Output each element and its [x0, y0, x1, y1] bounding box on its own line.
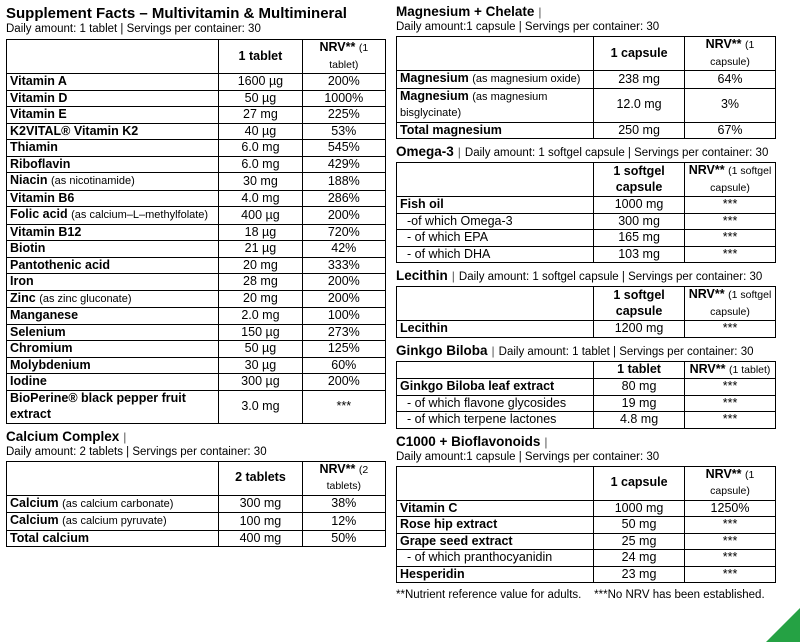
- row-nrv: ***: [685, 395, 776, 412]
- row-nrv: ***: [685, 379, 776, 396]
- table-row: [7, 224, 386, 241]
- row-name: Lecithin: [400, 321, 448, 335]
- row-nrv: 12%: [302, 513, 385, 531]
- row-nrv: 545%: [302, 140, 385, 157]
- table-row: [397, 88, 776, 122]
- table-row: [7, 374, 386, 391]
- row-name: - of which DHA: [397, 246, 594, 263]
- caption-nrv-label: NRV**: [689, 361, 726, 376]
- row-amount: 1200 mg: [594, 321, 685, 338]
- row-name: Fish oil: [400, 197, 444, 211]
- row-name: K2VITAL® Vitamin K2: [10, 123, 139, 138]
- caption-nrv-note: (1 capsule): [710, 468, 755, 497]
- footnote-star: ***No NRV has been established.: [594, 589, 765, 601]
- caption-nrv-note: (2 tablets): [326, 463, 369, 492]
- row-nrv: 100%: [302, 308, 385, 325]
- table-caption-row: [397, 37, 776, 71]
- multivitamin-meta: Daily amount: 1 tablet | Servings per container: 30: [6, 23, 261, 35]
- row-amount: 238 mg: [594, 71, 685, 89]
- block-meta: Daily amount: 1 tablet | Servings per container: 30: [498, 345, 754, 358]
- row-amount: 2.0 mg: [219, 308, 302, 325]
- row-nrv: 273%: [302, 324, 385, 341]
- title-separator: |: [451, 269, 455, 283]
- row-name-paren: (as zinc gluconate): [39, 292, 132, 305]
- row-amount: 20 mg: [219, 290, 302, 308]
- table-row: [7, 324, 386, 341]
- title-separator: |: [123, 429, 127, 444]
- caption-nrv-note: (1 tablet): [329, 42, 369, 71]
- magnesium-title: [396, 4, 776, 35]
- panel-lecithin: [396, 268, 776, 338]
- row-amount: 50 µg: [219, 90, 302, 107]
- row-nrv: 67%: [685, 122, 776, 139]
- caption-amount: 2 tablets: [219, 461, 302, 495]
- caption-nrv-label: NRV**: [688, 163, 725, 177]
- row-nrv: 200%: [302, 207, 385, 225]
- row-name: Hesperidin: [400, 566, 465, 581]
- caption-nrv: [685, 37, 776, 71]
- row-amount: 6.0 mg: [219, 140, 302, 157]
- row-amount: 300 µg: [219, 374, 302, 391]
- row-nrv: 1000%: [302, 90, 385, 107]
- row-amount: 4.0 mg: [219, 190, 302, 207]
- table-caption-row: [7, 40, 386, 74]
- panel-omega-3: [396, 144, 776, 263]
- row-nrv: ***: [685, 246, 776, 263]
- row-name: - of which EPA: [397, 230, 594, 247]
- row-amount: 4.8 mg: [594, 412, 685, 429]
- c1000-title: [396, 434, 776, 465]
- table-row: [7, 190, 386, 207]
- table-row: [397, 230, 776, 247]
- row-amount: 50 µg: [219, 341, 302, 358]
- row-name: Manganese: [10, 308, 79, 322]
- row-name: Calcium: [10, 495, 59, 510]
- row-nrv: 720%: [302, 224, 385, 241]
- table-row: [7, 207, 386, 225]
- row-nrv: 333%: [302, 257, 385, 274]
- row-name: - of which pranthocyanidin: [397, 550, 594, 567]
- row-amount: 50 mg: [594, 517, 685, 534]
- row-name: - of which terpene lactones: [397, 412, 594, 429]
- table-row: [7, 341, 386, 358]
- table-magnesium-chelate: [396, 36, 776, 139]
- row-name: Selenium: [10, 324, 66, 339]
- table-row: [7, 390, 386, 423]
- table-row: [397, 379, 776, 396]
- row-name: Vitamin D: [10, 90, 68, 105]
- table-row: [7, 140, 386, 157]
- row-name-paren: (as calcium carbonate): [62, 497, 174, 510]
- table-ginkgo-biloba: [396, 361, 776, 429]
- right-column: [396, 4, 776, 638]
- row-amount: 18 µg: [219, 224, 302, 241]
- row-amount: 40 µg: [219, 123, 302, 140]
- left-column: [6, 4, 386, 638]
- row-amount: 6.0 mg: [219, 156, 302, 173]
- table-row: [7, 495, 386, 513]
- row-name-paren: (as calcium pyruvate): [62, 515, 167, 527]
- block-meta: Daily amount: 1 softgel capsule | Servings per container: 30: [464, 147, 769, 159]
- table-row: [7, 107, 386, 124]
- row-nrv: ***: [685, 230, 776, 247]
- table-row: [7, 241, 386, 258]
- row-nrv: 125%: [302, 341, 385, 358]
- row-amount: 23 mg: [594, 566, 685, 583]
- caption-blank: [397, 163, 594, 197]
- row-nrv: 200%: [302, 74, 385, 91]
- row-amount: 300 mg: [594, 213, 685, 230]
- caption-amount: 1 softgel capsule: [594, 163, 685, 197]
- row-amount: 1000 mg: [594, 197, 685, 214]
- row-nrv: 1250%: [685, 500, 776, 517]
- caption-nrv-label: NRV**: [688, 287, 725, 301]
- row-name: Chromium: [10, 341, 73, 355]
- row-nrv: 50%: [302, 530, 385, 547]
- table-row: [397, 71, 776, 89]
- row-name: Pantothenic acid: [10, 257, 111, 272]
- ginkgo-title: [396, 343, 776, 360]
- table-caption-row: [7, 461, 386, 495]
- brand-corner-accent: [766, 608, 800, 642]
- caption-amount: 1 capsule: [594, 466, 685, 500]
- table-row: [7, 90, 386, 107]
- caption-blank: [397, 361, 594, 379]
- row-name: Molybdenium: [10, 357, 91, 372]
- caption-blank: [397, 466, 594, 500]
- caption-nrv-label: NRV**: [319, 40, 356, 54]
- row-nrv: ***: [302, 390, 385, 423]
- table-row: [397, 566, 776, 583]
- caption-nrv: [302, 461, 385, 495]
- table-row: [7, 530, 386, 547]
- table-row: [397, 395, 776, 412]
- row-amount: 25 mg: [594, 533, 685, 550]
- table-omega-3: [396, 162, 776, 263]
- row-amount: 30 µg: [219, 357, 302, 374]
- row-name: - of which flavone glycosides: [397, 395, 594, 412]
- row-name-paren: (as nicotinamide): [51, 175, 135, 187]
- row-nrv: 429%: [302, 156, 385, 173]
- row-name: Vitamin B12: [10, 224, 82, 239]
- table-row: [7, 274, 386, 291]
- row-nrv: ***: [685, 517, 776, 534]
- row-amount: 30 mg: [219, 173, 302, 191]
- row-nrv: 200%: [302, 374, 385, 391]
- row-amount: 400 µg: [219, 207, 302, 225]
- row-nrv: 60%: [302, 357, 385, 374]
- row-amount: 24 mg: [594, 550, 685, 567]
- caption-nrv-note: (1 capsule): [710, 39, 755, 68]
- row-amount: 28 mg: [219, 274, 302, 291]
- row-name: Thiamin: [10, 140, 58, 154]
- row-name: Grape seed extract: [400, 533, 513, 548]
- row-nrv: 53%: [302, 123, 385, 140]
- caption-nrv-note: (1 softgel capsule): [710, 165, 772, 194]
- row-nrv: 200%: [302, 290, 385, 308]
- table-row: [397, 213, 776, 230]
- block-title: Lecithin: [396, 268, 448, 283]
- row-name-paren: (as magnesium bisglycinate): [400, 90, 548, 119]
- row-nrv: ***: [685, 566, 776, 583]
- block-title: Ginkgo Biloba: [396, 342, 488, 358]
- row-nrv: ***: [685, 533, 776, 550]
- table-calcium-complex: [6, 461, 386, 548]
- row-name: Magnesium: [400, 71, 469, 85]
- title-separator: |: [457, 145, 461, 159]
- footnote-nrv: **Nutrient reference value for adults.: [396, 589, 582, 601]
- table-row: [7, 513, 386, 531]
- row-name: Zinc: [10, 290, 36, 305]
- block-meta: Daily amount:1 capsule | Servings per container: 30: [396, 450, 660, 463]
- row-nrv: ***: [685, 412, 776, 429]
- row-amount: 250 mg: [594, 122, 685, 139]
- caption-nrv: [685, 287, 776, 321]
- caption-amount: 1 tablet: [219, 40, 302, 74]
- table-row: [397, 412, 776, 429]
- panel-magnesium-chelate: [396, 4, 776, 139]
- row-nrv: 42%: [302, 241, 385, 258]
- table-row: [7, 74, 386, 91]
- row-name: Biotin: [10, 241, 46, 255]
- caption-amount: 1 softgel capsule: [594, 287, 685, 321]
- omega-3-title: [396, 144, 776, 161]
- row-amount: 27 mg: [219, 107, 302, 124]
- caption-blank: [397, 37, 594, 71]
- table-row: [397, 122, 776, 139]
- row-name: -of which Omega-3: [397, 213, 594, 230]
- row-amount: 19 mg: [594, 395, 685, 412]
- table-row: [7, 173, 386, 191]
- table-row: [7, 123, 386, 140]
- row-name: Vitamin E: [10, 107, 67, 121]
- table-row: [397, 321, 776, 338]
- row-nrv: 3%: [685, 88, 776, 122]
- row-amount: 12.0 mg: [594, 88, 685, 122]
- panel-multivitamin: [6, 5, 386, 424]
- block-meta: Daily amount: 1 softgel capsule | Servings per container: 30: [458, 271, 763, 283]
- row-amount: 3.0 mg: [219, 390, 302, 423]
- lecithin-title: [396, 268, 776, 285]
- row-name: Riboflavin: [10, 156, 71, 171]
- row-name: Vitamin A: [10, 74, 67, 88]
- caption-nrv: [685, 361, 776, 379]
- row-amount: 400 mg: [219, 530, 302, 547]
- caption-nrv: [685, 163, 776, 197]
- calcium-complex-title: [6, 429, 386, 460]
- block-meta: Daily amount: 2 tablets | Servings per container: 30: [6, 445, 267, 458]
- row-name: Ginkgo Biloba leaf extract: [400, 379, 555, 393]
- caption-nrv: [302, 40, 385, 74]
- row-nrv: ***: [685, 213, 776, 230]
- row-amount: 80 mg: [594, 379, 685, 396]
- title-separator: |: [491, 343, 495, 358]
- table-row: [7, 290, 386, 308]
- panel-ginkgo-biloba: [396, 343, 776, 429]
- row-name: Vitamin C: [400, 500, 458, 515]
- block-title: Calcium Complex: [6, 428, 120, 444]
- table-row: [397, 197, 776, 214]
- row-name-paren: (as magnesium oxide): [472, 73, 581, 85]
- row-name: BioPerine® black pepper fruit extract: [10, 391, 186, 421]
- caption-nrv-label: NRV**: [705, 466, 742, 481]
- table-caption-row: [397, 361, 776, 379]
- row-name: Iodine: [10, 374, 47, 388]
- panel-calcium-complex: [6, 429, 386, 548]
- table-row: [7, 357, 386, 374]
- block-title: Magnesium + Chelate: [396, 4, 535, 19]
- row-nrv: 64%: [685, 71, 776, 89]
- row-amount: 150 µg: [219, 324, 302, 341]
- table-c1000-bioflavonoids: [396, 466, 776, 584]
- caption-nrv-note: (1 softgel capsule): [710, 289, 772, 318]
- table-caption-row: [397, 287, 776, 321]
- caption-blank: [397, 287, 594, 321]
- row-amount: 100 mg: [219, 513, 302, 531]
- caption-amount: 1 capsule: [594, 37, 685, 71]
- row-nrv: ***: [685, 321, 776, 338]
- row-name: Total calcium: [10, 530, 89, 545]
- block-meta: Daily amount:1 capsule | Servings per container: 30: [396, 21, 660, 33]
- row-name: Vitamin B6: [10, 190, 75, 205]
- table-row: [7, 257, 386, 274]
- table-multivitamin: [6, 39, 386, 424]
- row-amount: 103 mg: [594, 246, 685, 263]
- row-name: Calcium: [10, 513, 59, 527]
- table-row: [7, 308, 386, 325]
- table-caption-row: [397, 163, 776, 197]
- row-nrv: 38%: [302, 495, 385, 513]
- footnotes: [396, 588, 776, 602]
- row-name: Folic acid: [10, 207, 68, 221]
- caption-nrv-label: NRV**: [705, 37, 742, 51]
- table-caption-row: [397, 466, 776, 500]
- row-nrv: 286%: [302, 190, 385, 207]
- table-row: [397, 517, 776, 534]
- caption-nrv: [685, 466, 776, 500]
- table-row: [397, 550, 776, 567]
- caption-amount: 1 tablet: [594, 361, 685, 379]
- table-row: [7, 156, 386, 173]
- row-name-paren: (as calcium–L–methylfolate): [71, 209, 209, 221]
- row-amount: 1000 mg: [594, 500, 685, 517]
- row-name: Niacin: [10, 173, 48, 187]
- row-name: Total magnesium: [400, 122, 502, 137]
- page-title: Supplement Facts – Multivitamin & Multimineral: [6, 5, 347, 22]
- caption-blank: [7, 461, 219, 495]
- row-nrv: ***: [685, 197, 776, 214]
- row-nrv: ***: [685, 550, 776, 567]
- row-amount: 21 µg: [219, 241, 302, 258]
- row-name: Rose hip extract: [400, 517, 498, 531]
- row-nrv: 225%: [302, 107, 385, 124]
- caption-blank: [7, 40, 219, 74]
- row-name: Iron: [10, 274, 34, 288]
- caption-nrv-note: (1 tablet): [728, 363, 771, 376]
- title-separator: |: [538, 5, 542, 19]
- row-amount: 20 mg: [219, 257, 302, 274]
- row-amount: 300 mg: [219, 495, 302, 513]
- row-name: Magnesium: [400, 88, 469, 103]
- panel-c1000-bioflavonoids: [396, 434, 776, 584]
- block-title: Omega-3: [396, 144, 454, 159]
- table-row: [397, 533, 776, 550]
- row-amount: 165 mg: [594, 230, 685, 247]
- row-amount: 1600 µg: [219, 74, 302, 91]
- table-row: [397, 500, 776, 517]
- block-title: C1000 + Bioflavonoids: [396, 433, 541, 449]
- table-lecithin: [396, 286, 776, 338]
- caption-nrv-label: NRV**: [319, 461, 356, 476]
- table-row: [397, 246, 776, 263]
- title-separator: |: [544, 434, 548, 449]
- row-nrv: 200%: [302, 274, 385, 291]
- row-nrv: 188%: [302, 173, 385, 191]
